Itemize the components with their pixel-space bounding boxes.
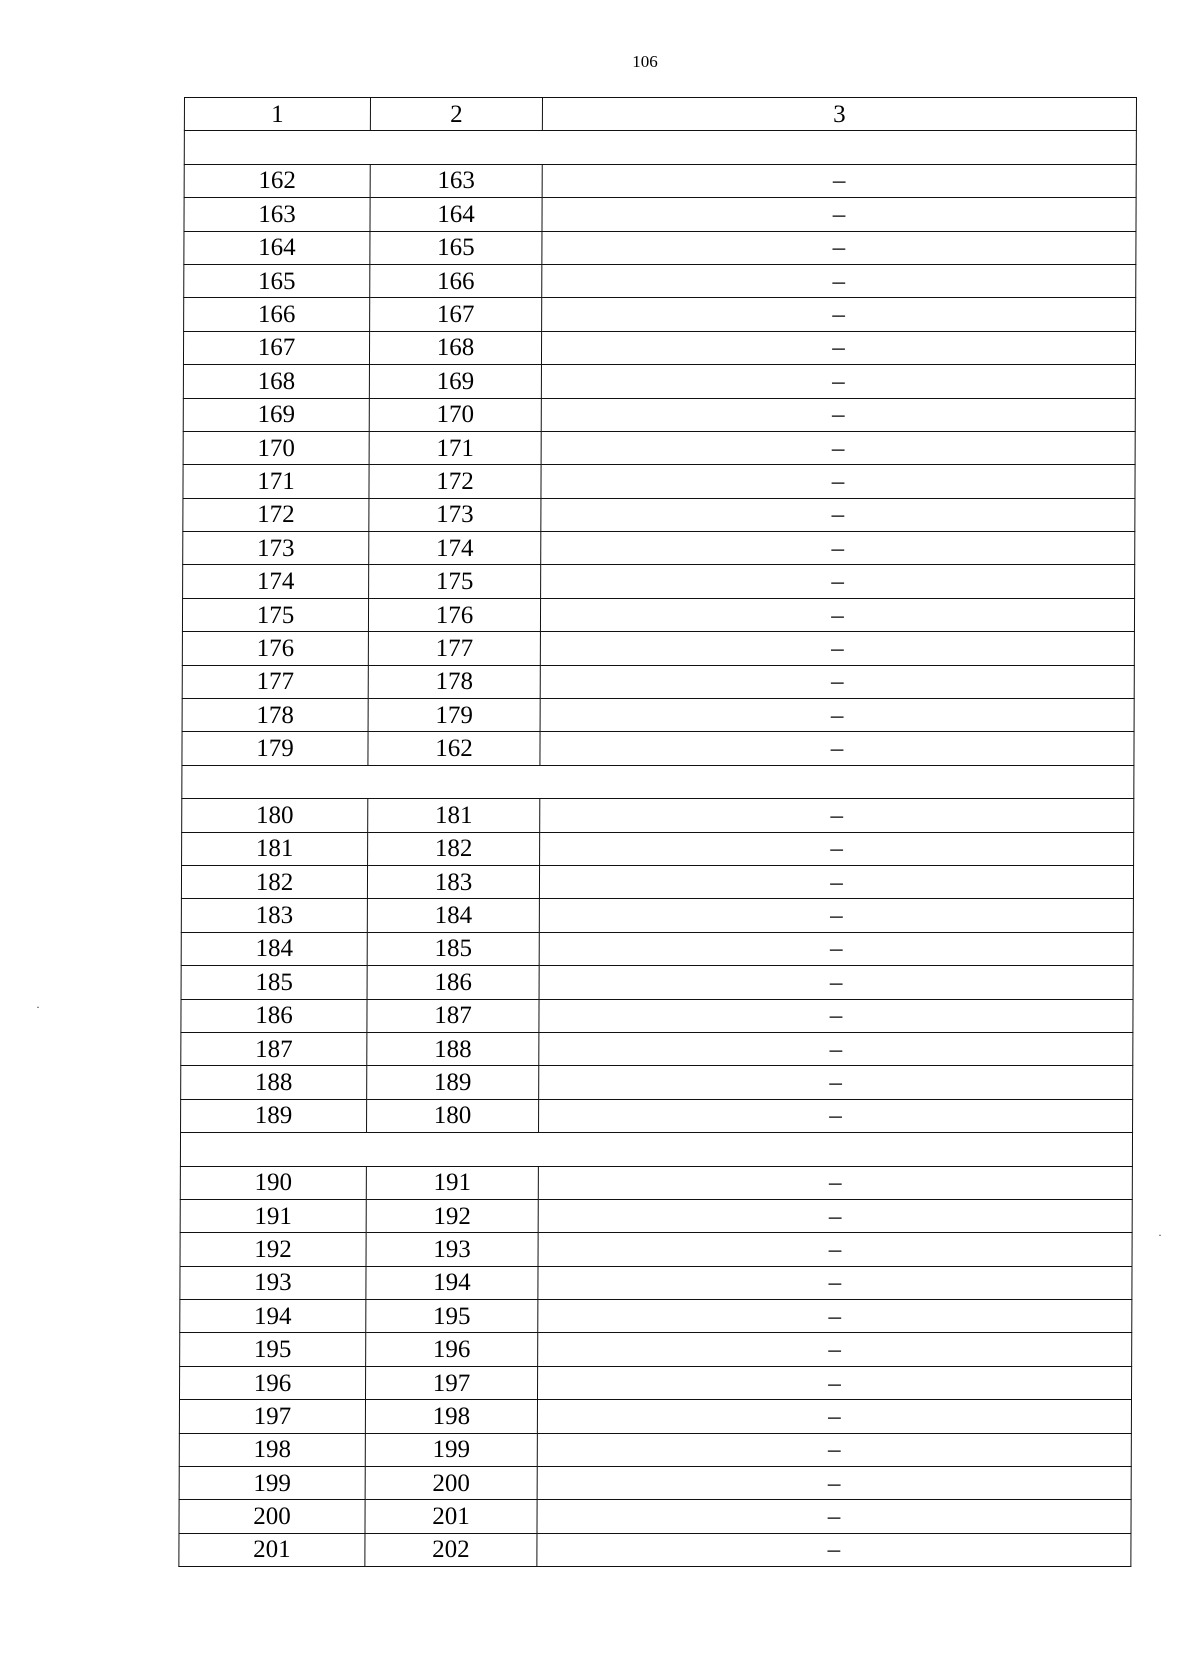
table-cell-col2: 169 [369,365,541,398]
table-cell-col1: 181 [182,832,368,865]
table-cell-col2: 192 [366,1199,538,1232]
table-cell-col3: – [542,231,1136,264]
table-row [183,465,1135,498]
table-row [180,1233,1132,1266]
table-cell-col1: 168 [183,365,369,398]
table-cell-col3: – [539,1066,1133,1099]
table-cell-col2: 173 [369,498,541,531]
table-cell-col3: – [537,1467,1131,1500]
table-row [182,632,1134,665]
table-cell-col2: 191 [366,1166,538,1199]
table-cell-col3: – [541,465,1135,498]
table-cell-col3: – [538,1266,1132,1299]
table-cell-col2: 179 [368,699,540,732]
table-row [179,1533,1131,1566]
table-cell-col3: – [539,999,1133,1032]
table-row [181,899,1133,932]
table-cell-col2: 166 [370,264,542,297]
table-row [183,532,1135,565]
table-cell-col2: 186 [367,966,539,999]
table-row [184,298,1136,331]
table-cell-col2: 178 [368,665,540,698]
table-row [182,832,1134,865]
table-cell-col3: – [540,832,1134,865]
table-cell-col2: 183 [367,865,539,898]
table-header-row [184,98,1136,131]
table-row [179,1433,1131,1466]
table-cell-col1: 201 [179,1533,365,1566]
table-cell-col3: – [538,1300,1132,1333]
table-cell-col2: 189 [367,1066,539,1099]
table-row [184,231,1136,264]
table-cell-col3: – [542,298,1136,331]
table-row [180,1300,1132,1333]
table-cell-col3: – [537,1500,1131,1533]
table-row [180,1166,1132,1199]
table-row [180,1333,1132,1366]
table-body [179,98,1137,1567]
table-cell-col2: 200 [365,1467,537,1500]
table-cell-col3: – [537,1366,1131,1399]
table-cell-col1: 185 [181,966,367,999]
table-cell-col3: – [539,865,1133,898]
table-cell-col1: 191 [180,1199,366,1232]
table-cell-col3: – [539,966,1133,999]
table-cell-col1: 188 [181,1066,367,1099]
table-cell-col1: 174 [183,565,369,598]
table-cell-col1: 176 [182,632,368,665]
table-cell-col3: – [539,1099,1133,1132]
section-separator-row [184,131,1136,164]
table-cell-col3: – [540,598,1134,631]
table-row [181,999,1133,1032]
table-cell-col1: 171 [183,465,369,498]
table-row [184,198,1136,231]
table-cell-col2: 182 [368,832,540,865]
table-row [181,1066,1133,1099]
table-row [182,598,1134,631]
table-cell-col3: – [541,331,1135,364]
table-cell-col3: – [540,632,1134,665]
section-separator-cell [180,1133,1132,1166]
table-cell-col1: 183 [181,899,367,932]
table-row [183,498,1135,531]
table-cell-col1: 163 [184,198,370,231]
table-row [183,431,1135,464]
table-cell-col3: – [541,398,1135,431]
table-row [179,1400,1131,1433]
table-row [184,164,1136,197]
table-cell-col3: – [537,1533,1131,1566]
table-cell-col1: 182 [181,865,367,898]
table-cell-col3: – [537,1433,1131,1466]
table-cell-col2: 202 [365,1533,537,1566]
table-row [183,565,1135,598]
table-cell-col3: – [537,1400,1131,1433]
section-separator-row [182,765,1134,798]
table-cell-col3: – [539,899,1133,932]
data-table [178,97,1137,1567]
table-cell-col2: 165 [370,231,542,264]
table-cell-col3: – [542,198,1136,231]
table-cell-col3: – [540,799,1134,832]
table-cell-col1: 190 [180,1166,366,1199]
table-cell-col3: – [539,1032,1133,1065]
table-cell-col1: 196 [179,1366,365,1399]
table-cell-col1: 173 [183,532,369,565]
table-cell-col3: – [542,264,1136,297]
table-cell-col1: 178 [182,699,368,732]
scan-speck: · [36,1000,40,1014]
table-cell-col2: 184 [367,899,539,932]
table-cell-col1: 166 [184,298,370,331]
table-cell-col1: 172 [183,498,369,531]
table-cell-col1: 165 [184,264,370,297]
section-separator-row [180,1133,1132,1166]
table-container [178,97,1136,1567]
table-cell-col1: 186 [181,999,367,1032]
table-row [181,1099,1133,1132]
table-cell-col1: 189 [181,1099,367,1132]
table-row [179,1500,1131,1533]
table-cell-col1: 194 [180,1300,366,1333]
table-cell-col2: 188 [367,1032,539,1065]
table-row [182,799,1134,832]
table-cell-col1: 179 [182,732,368,765]
column-header: 2 [370,98,542,131]
table-cell-col3: – [541,431,1135,464]
table-cell-col1: 162 [184,164,370,197]
table-row [180,1199,1132,1232]
table-cell-col2: 163 [370,164,542,197]
table-cell-col2: 201 [365,1500,537,1533]
table-cell-col1: 184 [181,932,367,965]
table-cell-col2: 180 [367,1099,539,1132]
table-cell-col1: 177 [182,665,368,698]
table-cell-col3: – [538,1333,1132,1366]
table-row [181,1032,1133,1065]
table-cell-col1: 187 [181,1032,367,1065]
table-cell-col2: 193 [366,1233,538,1266]
table-row [182,665,1134,698]
table-cell-col1: 200 [179,1500,365,1533]
scan-speck: · [1158,1228,1162,1242]
table-cell-col2: 172 [369,465,541,498]
table-row [181,865,1133,898]
table-row [183,365,1135,398]
table-row [181,932,1133,965]
table-cell-col2: 174 [369,532,541,565]
section-separator-cell [184,131,1136,164]
table-cell-col2: 164 [370,198,542,231]
table-cell-col2: 194 [366,1266,538,1299]
table-cell-col2: 175 [369,565,541,598]
table-cell-col1: 170 [183,431,369,464]
table-cell-col1: 197 [179,1400,365,1433]
table-row [179,1366,1131,1399]
table-cell-col3: – [540,732,1134,765]
table-cell-col3: – [540,665,1134,698]
table-cell-col3: – [538,1233,1132,1266]
table-cell-col1: 169 [183,398,369,431]
table-cell-col2: 195 [366,1300,538,1333]
section-separator-cell [182,765,1134,798]
table-cell-col2: 167 [370,298,542,331]
table-cell-col2: 171 [369,431,541,464]
table-cell-col2: 177 [368,632,540,665]
table-row [182,732,1134,765]
table-cell-col1: 192 [180,1233,366,1266]
table-row [181,966,1133,999]
table-cell-col3: – [540,699,1134,732]
table-cell-col2: 198 [365,1400,537,1433]
table-cell-col3: – [541,565,1135,598]
table-cell-col1: 193 [180,1266,366,1299]
table-cell-col3: – [541,365,1135,398]
page-number: 106 [632,52,658,71]
table-cell-col1: 164 [184,231,370,264]
table-cell-col1: 199 [179,1467,365,1500]
table-cell-col1: 180 [182,799,368,832]
table-cell-col2: 162 [368,732,540,765]
table-cell-col3: – [539,932,1133,965]
table-cell-col3: – [538,1199,1132,1232]
table-cell-col2: 187 [367,999,539,1032]
table-cell-col2: 176 [368,598,540,631]
column-header: 1 [184,98,370,131]
table-cell-col2: 197 [365,1366,537,1399]
table-cell-col1: 195 [180,1333,366,1366]
column-header: 3 [542,98,1136,131]
table-row [183,331,1135,364]
table-row [184,264,1136,297]
table-cell-col2: 170 [369,398,541,431]
table-row [179,1467,1131,1500]
table-cell-col3: – [541,498,1135,531]
table-cell-col2: 196 [366,1333,538,1366]
table-cell-col2: 168 [369,331,541,364]
table-row [182,699,1134,732]
table-cell-col2: 199 [365,1433,537,1466]
table-cell-col2: 185 [367,932,539,965]
table-cell-col1: 198 [179,1433,365,1466]
table-row [183,398,1135,431]
table-cell-col3: – [538,1166,1132,1199]
table-cell-col2: 181 [368,799,540,832]
table-row [180,1266,1132,1299]
table-cell-col1: 175 [182,598,368,631]
table-cell-col3: – [542,164,1136,197]
table-cell-col1: 167 [183,331,369,364]
table-cell-col3: – [541,532,1135,565]
